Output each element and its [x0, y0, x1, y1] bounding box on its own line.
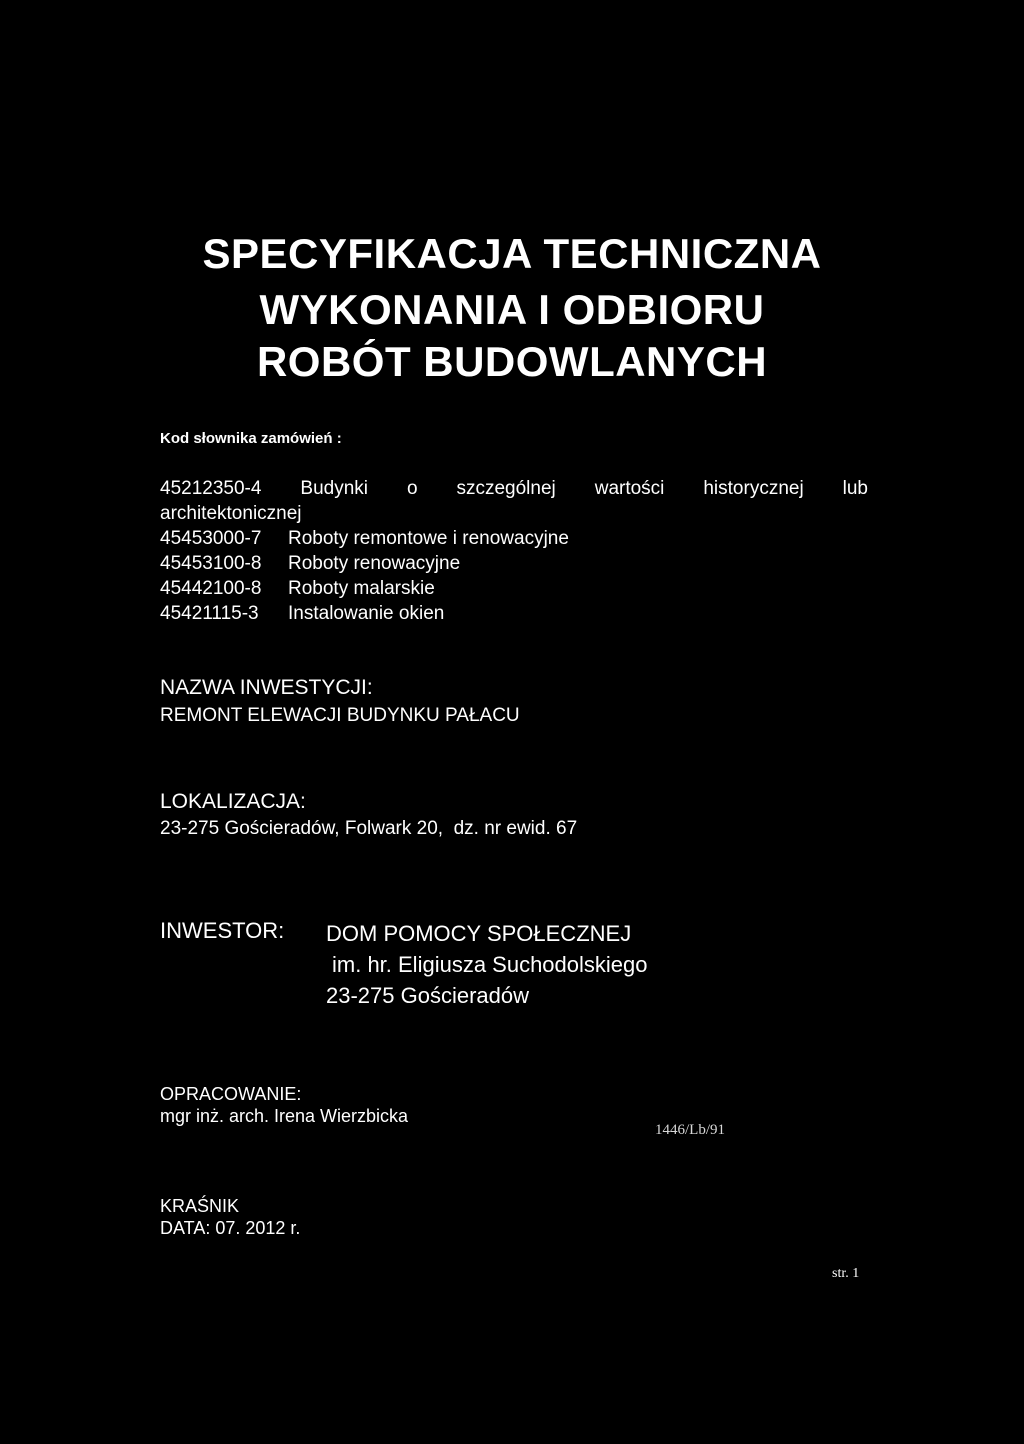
location-label: LOKALIZACJA:: [160, 790, 306, 813]
code-desc-word: o: [406, 478, 418, 499]
investor-label: INWESTOR:: [160, 918, 285, 943]
code-row: [160, 601, 868, 626]
code-desc-word: wartości: [594, 478, 665, 499]
document-title-line-2: WYKONANIA I ODBIORU: [259, 286, 765, 333]
page-number: str. 1: [832, 1266, 860, 1281]
code-description: Instalowanie okien: [288, 603, 445, 624]
code-row: [160, 476, 868, 501]
code-description: architektonicznej: [160, 503, 302, 524]
code-desc-word: Budynki: [300, 478, 368, 499]
code-number: 45442100-8: [160, 578, 262, 599]
code-row: [160, 501, 868, 526]
code-row: [160, 576, 868, 601]
code-number: 45453000-7: [160, 528, 262, 549]
document-title-line-3: ROBÓT BUDOWLANYCH: [256, 338, 768, 385]
place: KRAŚNIK: [160, 1196, 240, 1216]
code-number: 45212350-4: [160, 478, 262, 499]
license-stamp: 1446/Lb/91: [655, 1122, 725, 1138]
code-number: 45453100-8: [160, 553, 262, 574]
investor-address: 23-275 Gościeradów: [326, 983, 530, 1008]
code-description: Roboty malarskie: [288, 578, 435, 599]
prepared-by-name: mgr inż. arch. Irena Wierzbicka: [160, 1106, 409, 1126]
code-desc-word: szczególnej: [456, 478, 556, 499]
location-address: 23-275 Gościeradów, Folwark 20, dz. nr ewid. 67: [160, 818, 578, 839]
code-desc-word: lub: [842, 478, 868, 499]
investment-name: REMONT ELEWACJI BUDYNKU PAŁACU: [160, 705, 520, 726]
code-row: [160, 551, 868, 576]
document-title-line-1: SPECYFIKACJA TECHNICZNA: [202, 230, 822, 277]
codes-label: Kod słownika zamówień :: [160, 430, 342, 447]
code-row: [160, 526, 868, 551]
document-date: DATA: 07. 2012 r.: [160, 1218, 301, 1238]
code-desc-word: historycznej: [703, 478, 804, 499]
code-description: Roboty remontowe i renowacyjne: [288, 528, 569, 549]
investor-details: [326, 918, 648, 1011]
investor-patron: im. hr. Eligiusza Suchodolskiego: [332, 952, 648, 977]
code-description: Roboty renowacyjne: [288, 553, 461, 574]
prepared-by-label: OPRACOWANIE:: [160, 1084, 302, 1104]
investment-label: NAZWA INWESTYCJI:: [160, 676, 373, 699]
investor-name: DOM POMOCY SPOŁECZNEJ: [326, 921, 632, 946]
code-number: 45421115-3: [160, 603, 259, 624]
codes-list: [160, 476, 868, 626]
